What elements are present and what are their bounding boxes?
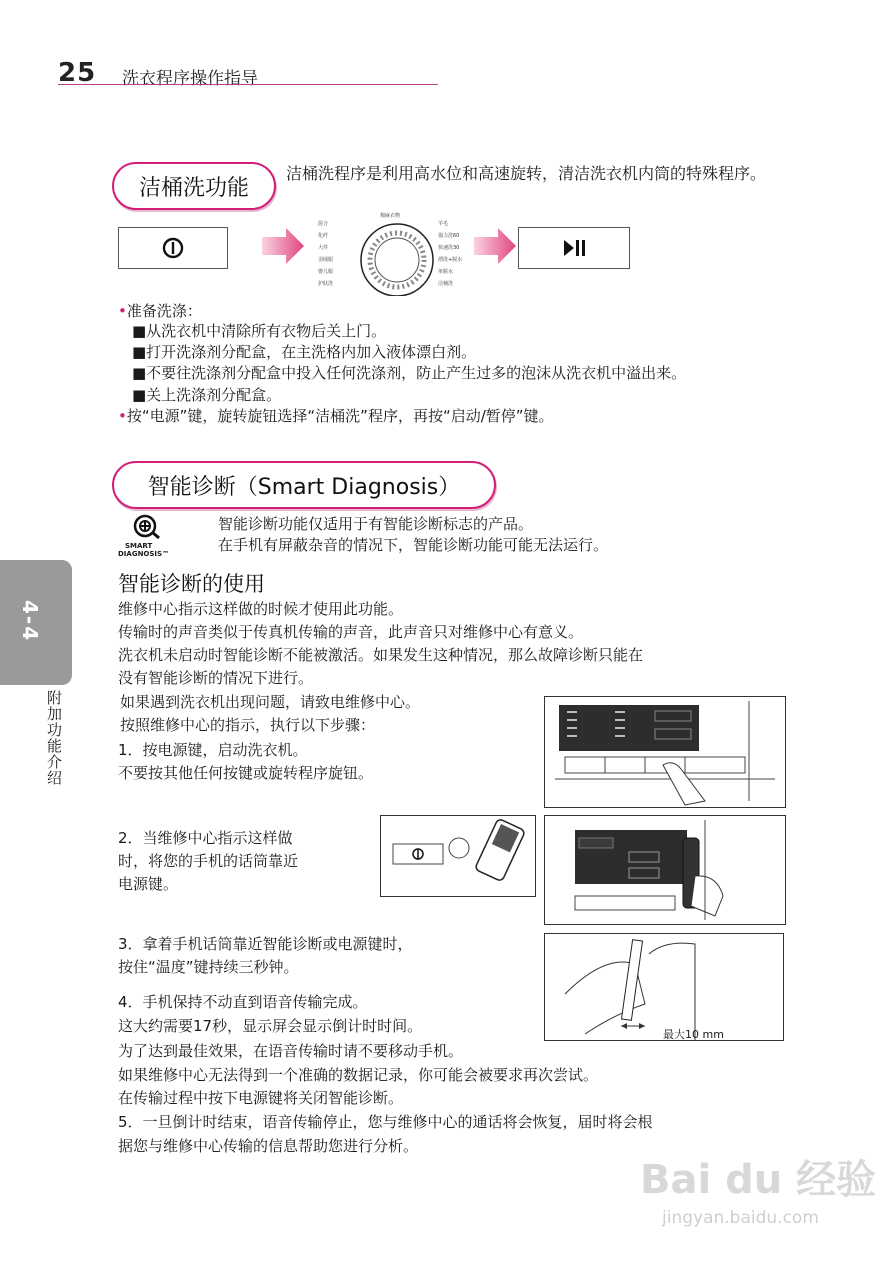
distance-label: 最大10 mm: [663, 1028, 724, 1041]
logo-text: SMART: [125, 542, 153, 550]
dial-top-label: 棉麻衣物: [380, 213, 401, 219]
step-2-line: 电源键。: [118, 875, 179, 893]
step-3-line: 按住“温度”键持续三秒钟。: [118, 958, 299, 976]
usage-line: 没有智能诊断的情况下进行。: [118, 669, 314, 687]
phone-at-panel-drawing: [545, 816, 785, 924]
dial-left-labels: [318, 218, 333, 290]
step-5-line: 据您与维修中心传输的信息帮助您进行分析。: [118, 1137, 419, 1155]
logo-text: DIAGNOSIS™: [118, 550, 170, 558]
header-divider: [58, 84, 438, 85]
dial-label: 婴儿服: [318, 269, 334, 275]
dial-label: 快速洗30: [438, 245, 460, 251]
dial-label: 混合: [318, 221, 329, 227]
usage-line: 传输时的声音类似于传真机传输的声音，此声音只对维修中心有意义。: [118, 623, 584, 641]
control-panel-drawing: [545, 697, 785, 807]
dial-right-labels: [438, 218, 462, 290]
step-5-line: 5．一旦倒计时结束，语音传输停止，您与维修中心的通话将会恢复，届时将会根: [118, 1113, 653, 1131]
dial-label: 漂洗+脱水: [438, 257, 463, 263]
dial-label: 化纤: [318, 233, 329, 239]
chapter-number: 4-4: [18, 600, 42, 643]
prep-item: ■打开洗涤剂分配盒，在主洗格内加入液体漂白剂。: [132, 343, 477, 361]
dial-label: 大件: [318, 245, 329, 251]
power-icon: [161, 236, 185, 260]
arrow-right-icon: [262, 228, 304, 264]
dial-label: 单脱水: [438, 269, 454, 275]
smart-diagnosis-logo: [118, 514, 180, 562]
figure-control-panel-power: [544, 696, 786, 808]
step-1-line: 1．按电源键，启动洗衣机。: [118, 741, 308, 759]
watermark-brand: Bai du 经验: [640, 1157, 877, 1203]
step-4-line: 如果维修中心无法得到一个准确的数据记录，你可能会被要求再次尝试。: [118, 1066, 599, 1084]
figure-phone-at-panel: [544, 815, 786, 925]
prep-item: ■关上洗涤剂分配盒。: [132, 386, 282, 404]
step-4-line: 这大约需要17秒，显示屏会显示倒计时时间。: [118, 1017, 423, 1035]
tub-clean-intro: 洁桶洗程序是利用高水位和高速旋转，清洁洗衣机内筒的特殊程序。: [286, 164, 767, 183]
figure-phone-near-button: [380, 815, 536, 897]
step-4-line: 4．手机保持不动直到语音传输完成。: [118, 993, 368, 1011]
dial-label: 护肤洗: [318, 281, 334, 287]
dial-label: 洁桶洗: [438, 281, 454, 287]
distance-drawing: [545, 934, 783, 1040]
dial-label: 羽绒服: [318, 257, 334, 263]
usage-line: 洗衣机未启动时智能诊断不能被激活。如果发生这种情况，那么故障诊断只能在: [118, 646, 644, 664]
chapter-tab: [0, 560, 72, 685]
step-3-line: 3．拿着手机话筒靠近智能诊断或电源键时，: [118, 935, 413, 953]
note-line: 智能诊断功能仅适用于有智能诊断标志的产品。: [218, 515, 534, 533]
step-intro: 如果遇到洗衣机出现问题，请致电维修中心。: [120, 693, 421, 711]
start-pause-button-illustration: [518, 227, 630, 269]
note-line: 在手机有屏蔽杂音的情况下，智能诊断功能可能无法运行。: [218, 536, 609, 554]
step-4-line: 在传输过程中按下电源键将关闭智能诊断。: [118, 1089, 404, 1107]
dial-label: 羊毛: [438, 221, 449, 227]
section-title-tub-clean: 洁桶洗功能: [112, 162, 276, 210]
prep-item: ■不要往洗涤剂分配盒中投入任何洗涤剂，防止产生过多的泡沫从洗衣机中溢出来。: [132, 364, 687, 382]
prep-title: •准备洗涤：: [118, 302, 202, 320]
arrow-right-icon: [474, 228, 516, 264]
usage-line: 维修中心指示这样做的时候才使用此功能。: [118, 600, 404, 618]
figure-distance: [544, 933, 784, 1041]
power-button-illustration: [118, 227, 228, 269]
usage-title: 智能诊断的使用: [118, 572, 265, 596]
program-dial-illustration: [316, 212, 466, 296]
step-2-line: 2．当维修中心指示这样做: [118, 829, 293, 847]
play-pause-icon: [560, 238, 588, 258]
chapter-label: 附加功能介绍: [45, 690, 63, 786]
step-4-line: 为了达到最佳效果，在语音传输时请不要移动手机。: [118, 1042, 464, 1060]
watermark-url: jingyan.baidu.com: [662, 1208, 819, 1228]
phone-near-button-drawing: [381, 816, 535, 896]
final-step: •按“电源”键，旋转旋钮选择“洁桶洗”程序，再按“启动/暂停”键。: [118, 407, 554, 425]
page-number: 25: [58, 58, 97, 88]
step-1-line: 不要按其他任何按键或旋转程序旋钮。: [118, 764, 374, 782]
smart-diagnosis-icon: [133, 514, 161, 540]
step-intro: 按照维修中心的指示，执行以下步骤：: [120, 716, 376, 734]
section-title-smart-diagnosis: 智能诊断（Smart Diagnosis）: [112, 461, 496, 509]
page-title: 洗衣程序操作指导: [122, 69, 258, 89]
step-2-line: 时，将您的手机的话筒靠近: [118, 852, 299, 870]
prep-item: ■从洗衣机中清除所有衣物后关上门。: [132, 322, 387, 340]
dial-label: 强力洗60: [438, 233, 460, 239]
